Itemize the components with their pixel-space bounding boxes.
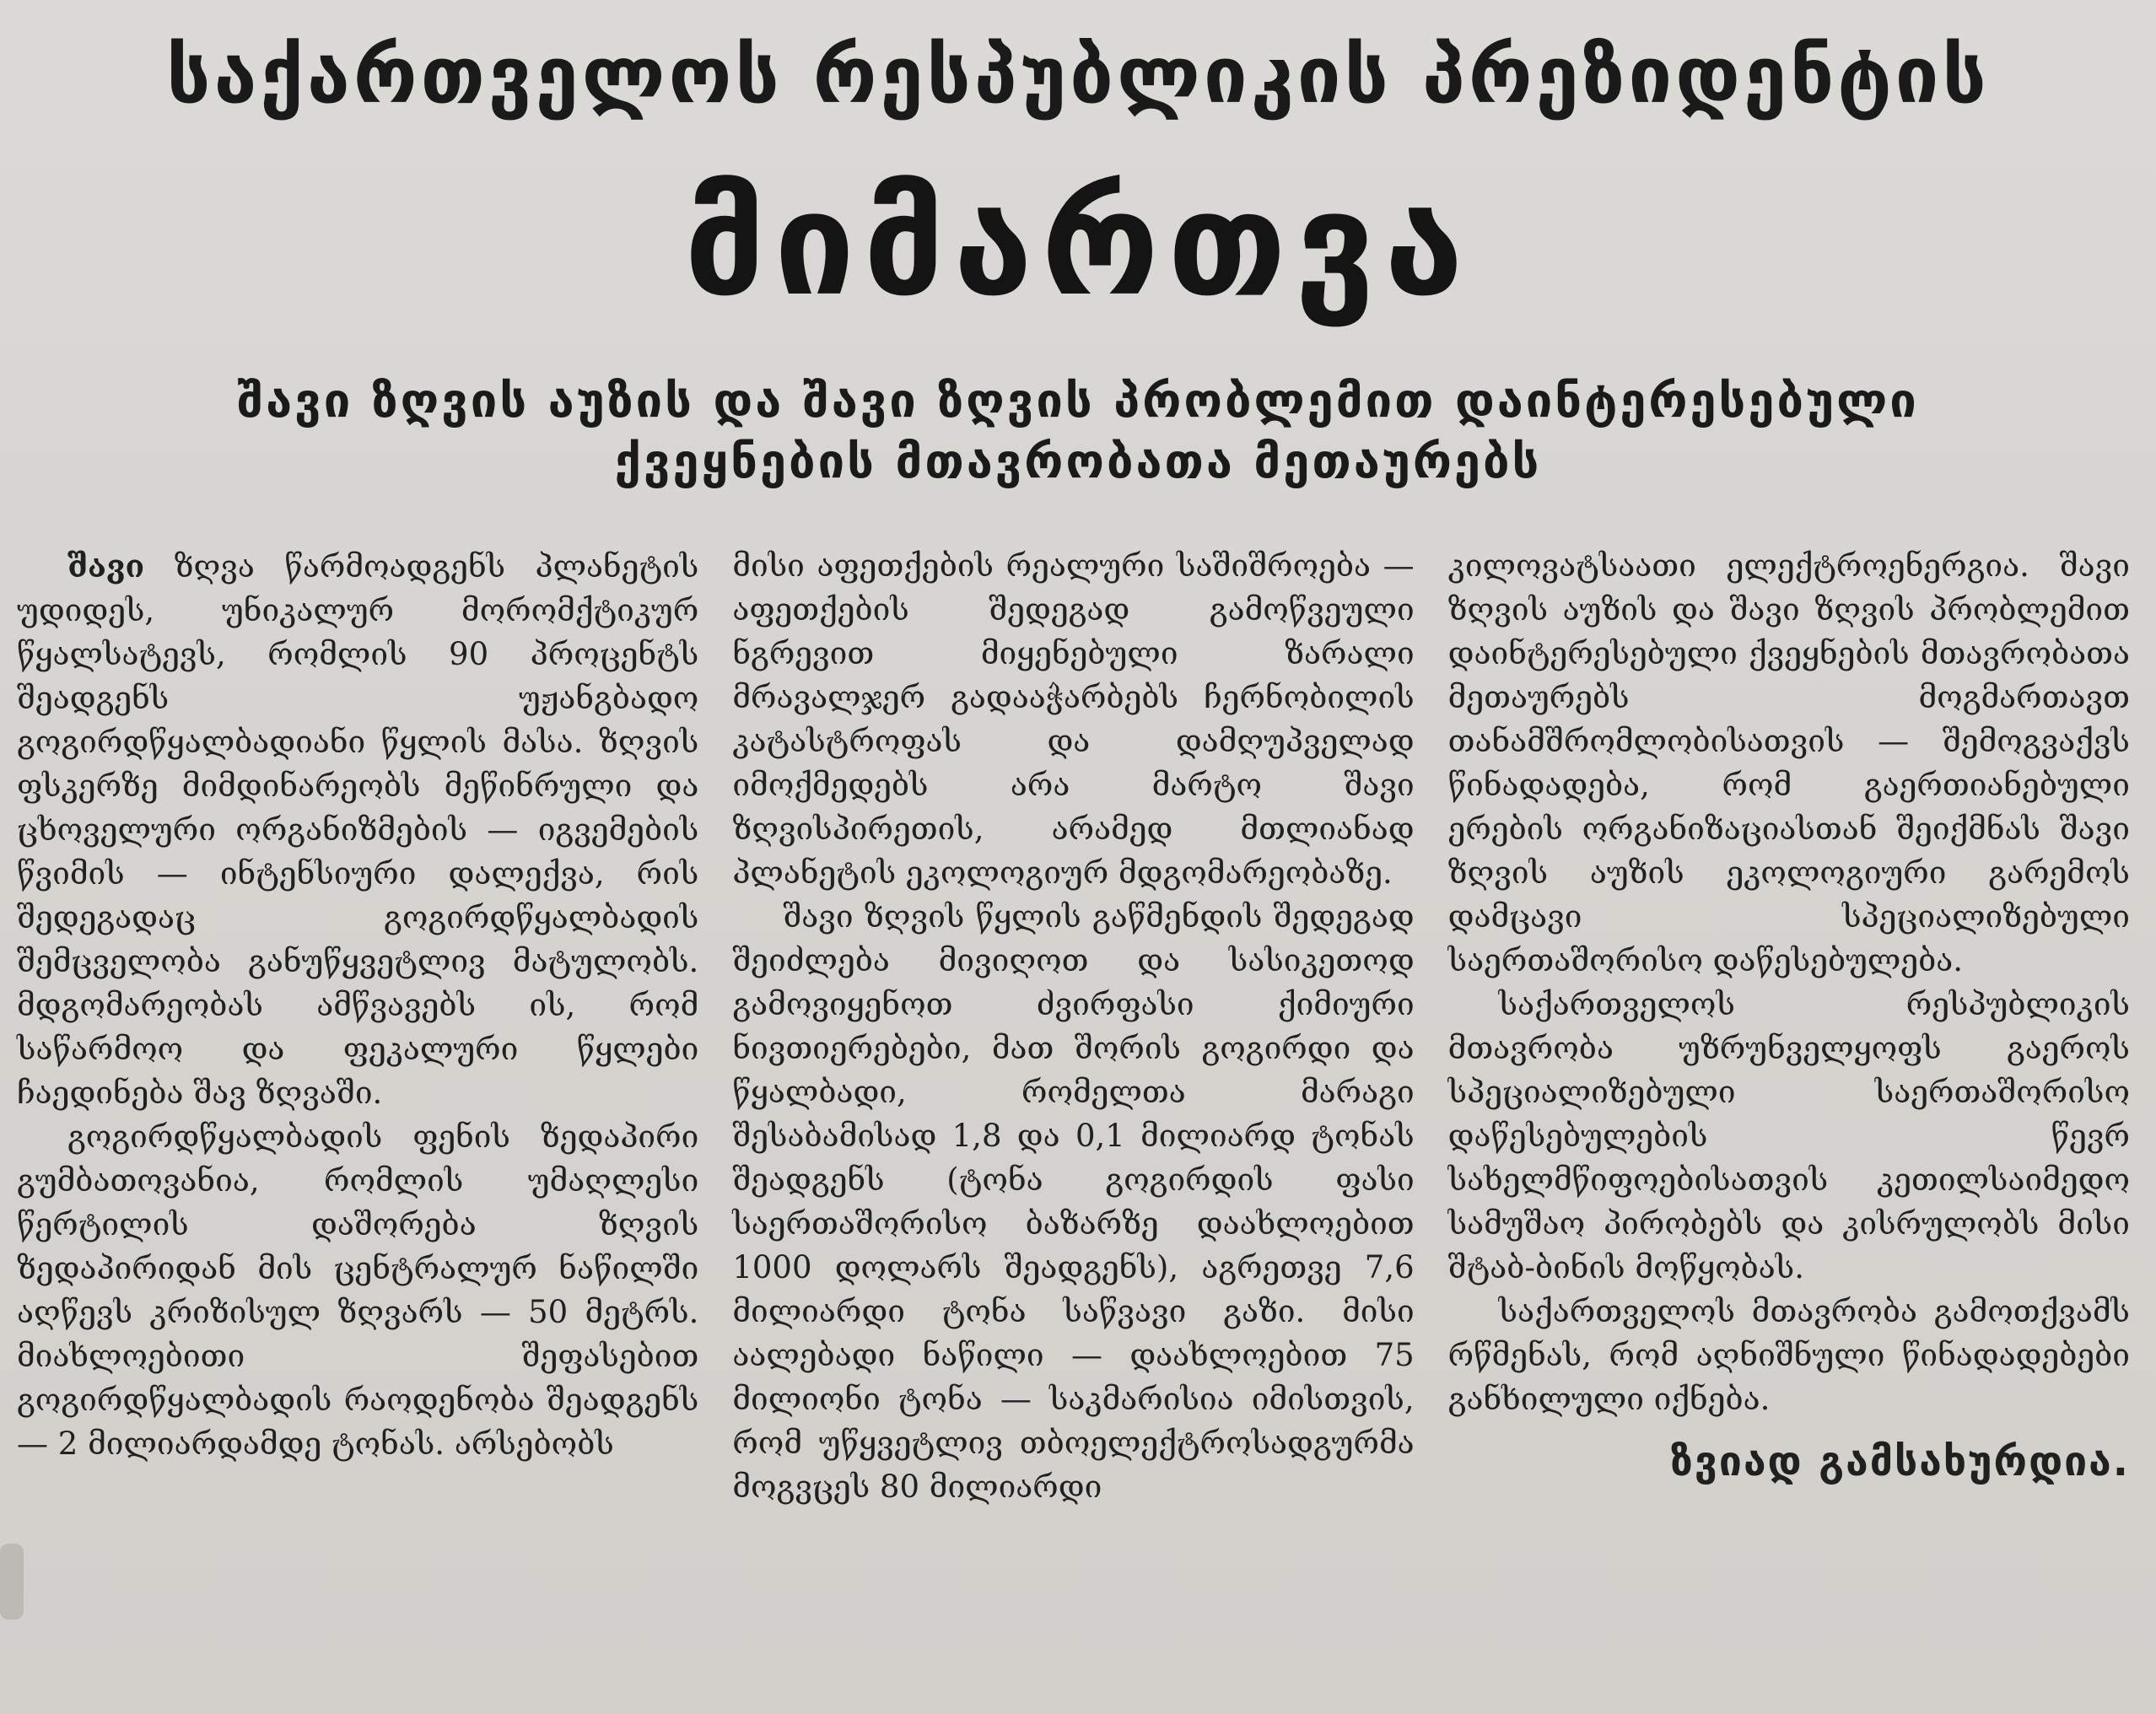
column-3 xyxy=(1448,544,2130,1700)
article-body xyxy=(17,544,2130,1700)
paragraph: საქართველოს რესპუბლიკის მთავრობა უზრუნველყოფს გაეროს სპეციალიზებული საერთაშორისო დაწესებულების წევრ სახელმწიფოებისათვის კეთილსაიმედო სამუშაო პირობებს და კისრულობს მისი შტაბ-ბინის მოწყობას. xyxy=(1447,986,2130,1286)
subtitle-line-2: ქვეყნების მთავრობათა მეთაურებს xyxy=(614,434,1542,489)
paragraph: საქართველოს მთავრობა გამოთქვამს რწმენას, რომ აღნიშნული წინადადებები განხილული იქნება. xyxy=(1447,1293,2130,1417)
signature: ზვიად გამსახურდია. xyxy=(1670,1438,2130,1485)
paragraph: შავი ზღვის წყლის გაწმენდის შედეგად შეიძლება მივიღოთ და სასიკეთოდ გამოვიყენოთ ძვირფასი ქიმიური ნივთიერებები, მათ შორის გოგირდი და წყალბადი, რომელთა მარაგი შესაბამისად 1,8 და 0,1 მილიარდ ტონას შეადგენს (ტონა გოგირდის ფასი საერთაშორისო ბაზარზე დაახლოებით 1000 დოლარს შეადგენს), აგრეთვე 7,6 მილიარდი ტონა საწვავი გაზი. მისი აალებადი ნაწილი — დაახლოებით 75 მილიონი ტონა — საკმარისია იმისთვის, რომ უწყვეტლივ თბოელექტროსადგურმა მოგვცეს 80 მილიარდი xyxy=(732,898,1415,1505)
header-kicker: საქართველოს რესპუბლიკის პრეზიდენტის xyxy=(166,30,1990,121)
paragraph: კილოვატსაათი ელექტროენერგია. შავი ზღვის აუზის და შავი ზღვის პრობლემით დაინტერესებული ქვეყნების მთავრობათა მეთაურებს მოგმართავთ თანამშრომლობისათვის — შემოგვაქვს წინადადება, რომ გაერთიანებული ერების ორგანიზაციასთან შეიქმნას შავი ზღვის აუზის ეკოლოგიური გარემოს დამცავი სპეციალიზებული საერთაშორისო დაწესებულება. xyxy=(1447,547,2130,978)
column-1 xyxy=(17,544,698,1700)
paper-tear-mark xyxy=(0,1544,24,1620)
article-header xyxy=(0,25,2156,493)
column-2 xyxy=(732,544,1414,1700)
paragraph: გოგირდწყალბადის ფენის ზედაპირი გუმბათოვანია, რომლის უმაღლესი წერტილის დაშორება ზღვის ზედაპირიდან მის ცენტრალურ ნაწილში აღწევს კრიზისულ ზღვარს — 50 მეტრს. მიახლოებითი შეფასებით გოგირდწყალბადის რაოდენობა შეადგენს — 2 მილიარდამდე ტონას. არსებობს xyxy=(17,1118,699,1462)
main-title: მიმართვა xyxy=(684,161,1472,328)
paragraph-text: ზღვა წარმოადგენს პლანეტის უდიდეს, უნიკალურ მორომქტიკურ წყალსატევს, რომლის 90 პროცენტს შეადგენს უჟანგბადო გოგირდწყალბადიანი წყლის მასა. ზღვის ფსკერზე მიმდინარეობს მეწინრული და ცხოველური ორგანიზმების — იგვემების წვიმის — ინტენსიური დალექვა, რის შედეგადაც გოგირდწყალბადის შემცველობა განუწყვეტლივ მატულობს. მდგომარეობას ამწვავებს ის, რომ საწარმოო და ფეკალური წყლები ჩაედინება შავ ზღვაში. xyxy=(17,548,699,1111)
paragraph xyxy=(17,544,698,1115)
subtitle-line-1: შავი ზღვის აუზის და შავი ზღვის პრობლემით დაინტერესებული xyxy=(237,374,1919,428)
paragraph: მისი აფეთქების რეალური საშიშროება — აფეთქების შედეგად გამოწვეული ნგრევით მიყენებული ზარალი მრავალჯერ გადააჭარბებს ჩერნობილის კატასტროფას და დამღუპველად იმოქმედებს არა მარტო შავი ზღვისპირეთის, არამედ მთლიანად პლანეტის ეკოლოგიურ მდგომარეობაზე. xyxy=(732,547,1415,891)
lead-word: შავი xyxy=(67,547,145,585)
